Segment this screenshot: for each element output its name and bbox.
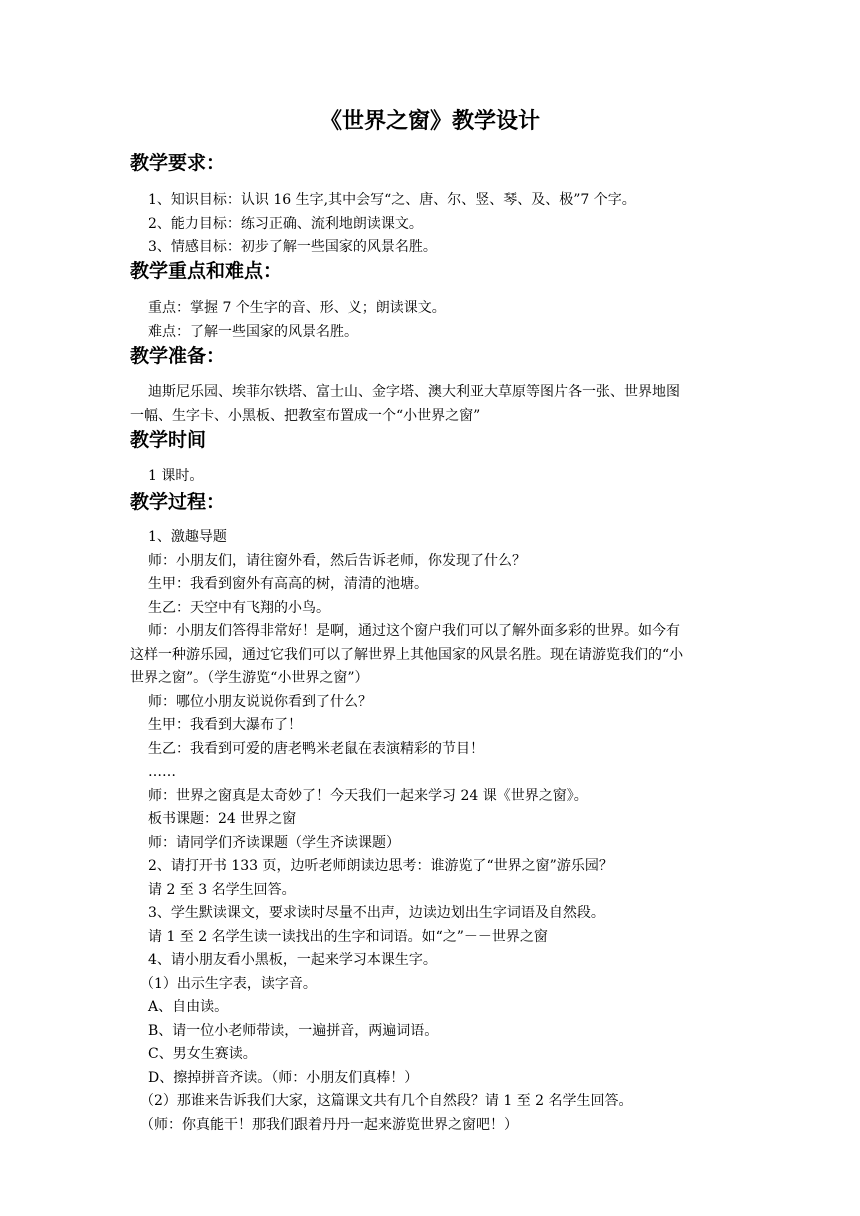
heading-process: 教学过程： [130,491,226,513]
process-text [130,526,734,1137]
process-line: …… [148,764,176,780]
heading-key-points: 教学重点和难点： [130,260,283,282]
process-line: 师：小朋友们答得非常好！是啊，通过这个窗户我们可以了解外面多彩的世界。如今有 [148,623,680,639]
process-line: 生乙：天空中有飞翔的小鸟。 [148,599,330,616]
process-line: D、擦掉拼音齐读。（师：小朋友们真棒！） [148,1069,419,1086]
process-line: C、男女生赛读。 [148,1046,257,1062]
process-line: （2）那谁来告诉我们大家，这篇课文共有几个自然段？请 1 至 2 名学生回答。 [140,1093,633,1109]
process-line: 板书课题：24 世界之窗 [148,811,297,827]
process-line: 3、学生默读课文，要求读时尽量不出声，边读边划出生字词语及自然段。 [148,905,605,921]
process-line: 2、请打开书 133 页，边听老师朗读边思考：谁游览了“世界之窗”游乐园？ [148,858,613,874]
process-line: 师：哪位小朋友说说你看到了什么？ [148,693,372,710]
requirement-item: 3、情感目标：初步了解一些国家的风景名胜。 [148,239,437,255]
process-line: B、请一位小老师带读，一遍拼音，两遍词语。 [148,1022,439,1039]
time-text [130,465,734,489]
requirement-item: 2、能力目标：练习正确、流利地朗读课文。 [148,215,423,232]
time-line: 1 课时。 [148,468,204,484]
process-line: 请 2 至 3 名学生回答。 [148,881,296,898]
preparation-text [130,381,734,428]
requirement-item: 1、知识目标：认识 16 生字,其中会写“之、唐、尔、竖、琴、及、极”7 个字。 [148,192,636,208]
requirements-list [130,189,734,260]
key-point-item: 重点：掌握 7 个生字的音、形、义；朗读课文。 [148,300,446,316]
process-line: 师：请同学们齐读课题（学生齐读课题） [148,834,400,851]
key-point-item: 难点：了解一些国家的风景名胜。 [148,323,358,340]
process-line: A、自由读。 [148,999,229,1015]
process-line: 师：小朋友们，请往窗外看，然后告诉老师，你发现了什么？ [148,552,526,569]
process-line: 这样一种游乐园，通过它我们可以了解世界上其他国家的风景名胜。现在请游览我们的“小 [130,646,684,663]
process-line: 生甲：我看到窗外有高高的树，清清的池塘。 [148,576,428,592]
process-line: 请 1 至 2 名学生读一读找出的生字和词语。如“之”－－世界之窗 [148,928,548,945]
process-line: 师：世界之窗真是太奇妙了！今天我们一起来学习 24 课《世界之窗》。 [148,787,588,804]
process-line: 生乙：我看到可爱的唐老鸭米老鼠在表演精彩的节目！ [148,740,484,757]
process-line: 1、激趣导题 [148,529,227,545]
heading-preparation: 教学准备： [130,345,226,367]
process-line: 4、请小朋友看小黑板，一起来学习本课生字。 [148,952,437,968]
key-points-list [130,297,734,344]
process-line: （师：你真能干！那我们跟着丹丹一起来游览世界之窗吧！） [140,1116,518,1133]
process-line: （1）出示生字表，读字音。 [140,975,317,992]
process-line: 世界之窗”。（学生游览“小世界之窗”） [130,670,369,686]
preparation-line: 一幅、生字卡、小黑板、把教室布置成一个“小世界之窗” [130,407,481,424]
heading-time: 教学时间 [130,429,207,451]
heading-requirements: 教学要求： [130,152,226,174]
process-line: 生甲：我看到大瀑布了！ [148,717,302,733]
document-title: 《世界之窗》教学设计 [319,108,540,134]
preparation-line: 迪斯尼乐园、埃菲尔铁塔、富士山、金字塔、澳大利亚大草原等图片各一张、世界地图 [148,384,680,400]
